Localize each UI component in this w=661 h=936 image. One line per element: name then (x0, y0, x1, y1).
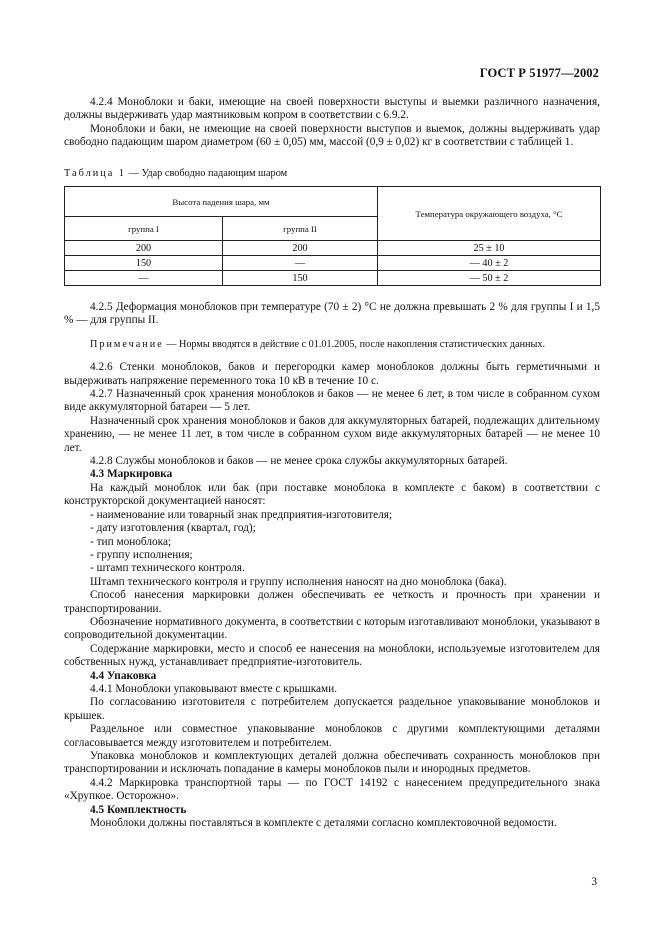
header-group-1: группа I (65, 217, 223, 241)
paragraph-stamp: Штамп технического контроля и группу исполнения наносят на дно моноблока (бака). (90, 575, 507, 588)
paragraph-normative-doc: Обозначение нормативного документа, в соответствии с которым изготавливают моноблоки, указывают в сопроводительной документации. (64, 615, 600, 642)
table-caption (64, 168, 287, 179)
document-id-header: ГОСТ Р 51977—2002 (479, 66, 599, 80)
header-ambient-temperature: Температура окружающего воздуха, °С (378, 187, 601, 241)
text-block-main (64, 301, 600, 830)
table-caption-label: Таблица 1 (64, 168, 127, 179)
note (64, 338, 600, 351)
list-item: - тип моноблока; (90, 535, 172, 548)
paragraph-storage-long: Назначенный срок хранения моноблоков и баков для аккумуляторных батарей, подлежащих длительному хранению, — не менее 11 лет, в том числе в собранном сухом виде аккумуляторных батарей — не менее 10 лет. (64, 414, 600, 454)
page-number: 3 (591, 876, 597, 888)
ball-impact-table (64, 186, 601, 286)
paragraph-packing-safety: Упаковка моноблоков и комплектующих деталей должна обеспечивать сохранность моноблоков при транспортировании и исключать попадание в камеры моноблоков пыли и инородных предметов. (64, 750, 600, 776)
paragraph-completeness: Моноблоки должны поставляться в комплекте с деталями согласно комплектовочной ведомости. (90, 817, 557, 830)
table-cell: — (223, 256, 378, 271)
header-group-2: группа II (223, 217, 378, 241)
note-text: — Нормы вводятся в действие с 01.01.2005, после накопления статистических данных. (163, 338, 545, 350)
paragraph-4-2-8: 4.2.8 Службы моноблоков и баков — не менее срока службы аккумуляторных батарей. (90, 455, 508, 468)
paragraph-marking-method: Способ нанесения маркировки должен обеспечивать ее четкость и прочность при хранении и транспортировании. (64, 589, 600, 615)
note-label: Примечание (90, 338, 164, 350)
table-cell: 25 ± 10 (378, 241, 601, 256)
table-cell: — 40 ± 2 (378, 256, 601, 271)
section-heading-4-5: 4.5 Комплектность (90, 803, 187, 816)
marking-list (64, 509, 600, 576)
paragraph-marking-content: Содержание маркировки, место и способ ее нанесения на моноблоки, используемые изготовителем для собственных нужд, устанавливает предприятие-изготовитель. (64, 642, 600, 669)
paragraph-4-2-6: 4.2.6 Стенки моноблоков, баков и перегородки камер моноблоков должны быть герметичными и выдерживать напряжение переменного тока 10 кВ в течение 10 с. (64, 361, 600, 387)
paragraph-4-2-4: 4.2.4 Моноблоки и баки, имеющие на своей поверхности выступы и выемки различного назначения, должны выдерживать удар маятниковым копром в соответствии с 6.9.2. (64, 96, 600, 122)
table-cell: — (65, 271, 223, 286)
section-heading-4-3: 4.3 Маркировка (90, 468, 173, 481)
text-block-top (64, 96, 600, 150)
paragraph-marking-intro: На каждый моноблок или бак (при поставке моноблока в комплекте с баком) в соответствии с конструкторской документацией наносят: (64, 481, 600, 508)
list-item: - дату изготовления (квартал, год); (90, 522, 256, 535)
table-cell: 150 (223, 271, 378, 286)
table-cell: — 50 ± 2 (378, 271, 601, 286)
paragraph-4-2-5: 4.2.5 Деформация моноблоков при температуре (70 ± 2) °С не должна превышать 2 % для группы I и 1,5 % — для группы II. (64, 301, 600, 327)
table-caption-text: — Удар свободно падающим шаром (126, 168, 288, 179)
list-item: - группу исполнения; (90, 548, 193, 561)
table-cell: 150 (65, 256, 223, 271)
paragraph-separate-packing: По согласованию изготовителя с потребителем допускается раздельное упаковывание моноблоков и крышек. (64, 696, 600, 722)
table-cell: 200 (65, 241, 223, 256)
header-drop-height: Высота падения шара, мм (65, 187, 378, 217)
paragraph-joint-packing: Раздельное или совместное упаковывание моноблоков с другими комплектующими деталями согласовывается между изготовителем и потребителем. (64, 723, 600, 749)
list-item: - наименование или товарный знак предприятия-изготовителя; (90, 508, 393, 521)
paragraph-4-4-2: 4.4.2 Маркировка транспортной тары — по ГОСТ 14192 с нанесением предупредительного знака «Хрупкое. Осторожно». (64, 776, 600, 803)
table-cell: 200 (223, 241, 378, 256)
paragraph-ball-impact: Моноблоки и баки, не имеющие на своей поверхности выступов и выемок, должны выдерживать удар свободно падающим шаром диаметром (60 ± 0,05) мм, массой (0,9 ± 0,02) кг в соответствии с таблицей 1. (64, 122, 600, 149)
section-heading-4-4: 4.4 Упаковка (90, 669, 157, 682)
list-item: - штамп технического контроля. (90, 562, 245, 575)
paragraph-4-4-1: 4.4.1 Моноблоки упаковывают вместе с крышками. (90, 682, 338, 695)
paragraph-4-2-7: 4.2.7 Назначенный срок хранения моноблоков и баков — не менее 6 лет, в том числе в собранном сухом виде аккумуляторной батареи — 5 лет. (64, 388, 600, 414)
